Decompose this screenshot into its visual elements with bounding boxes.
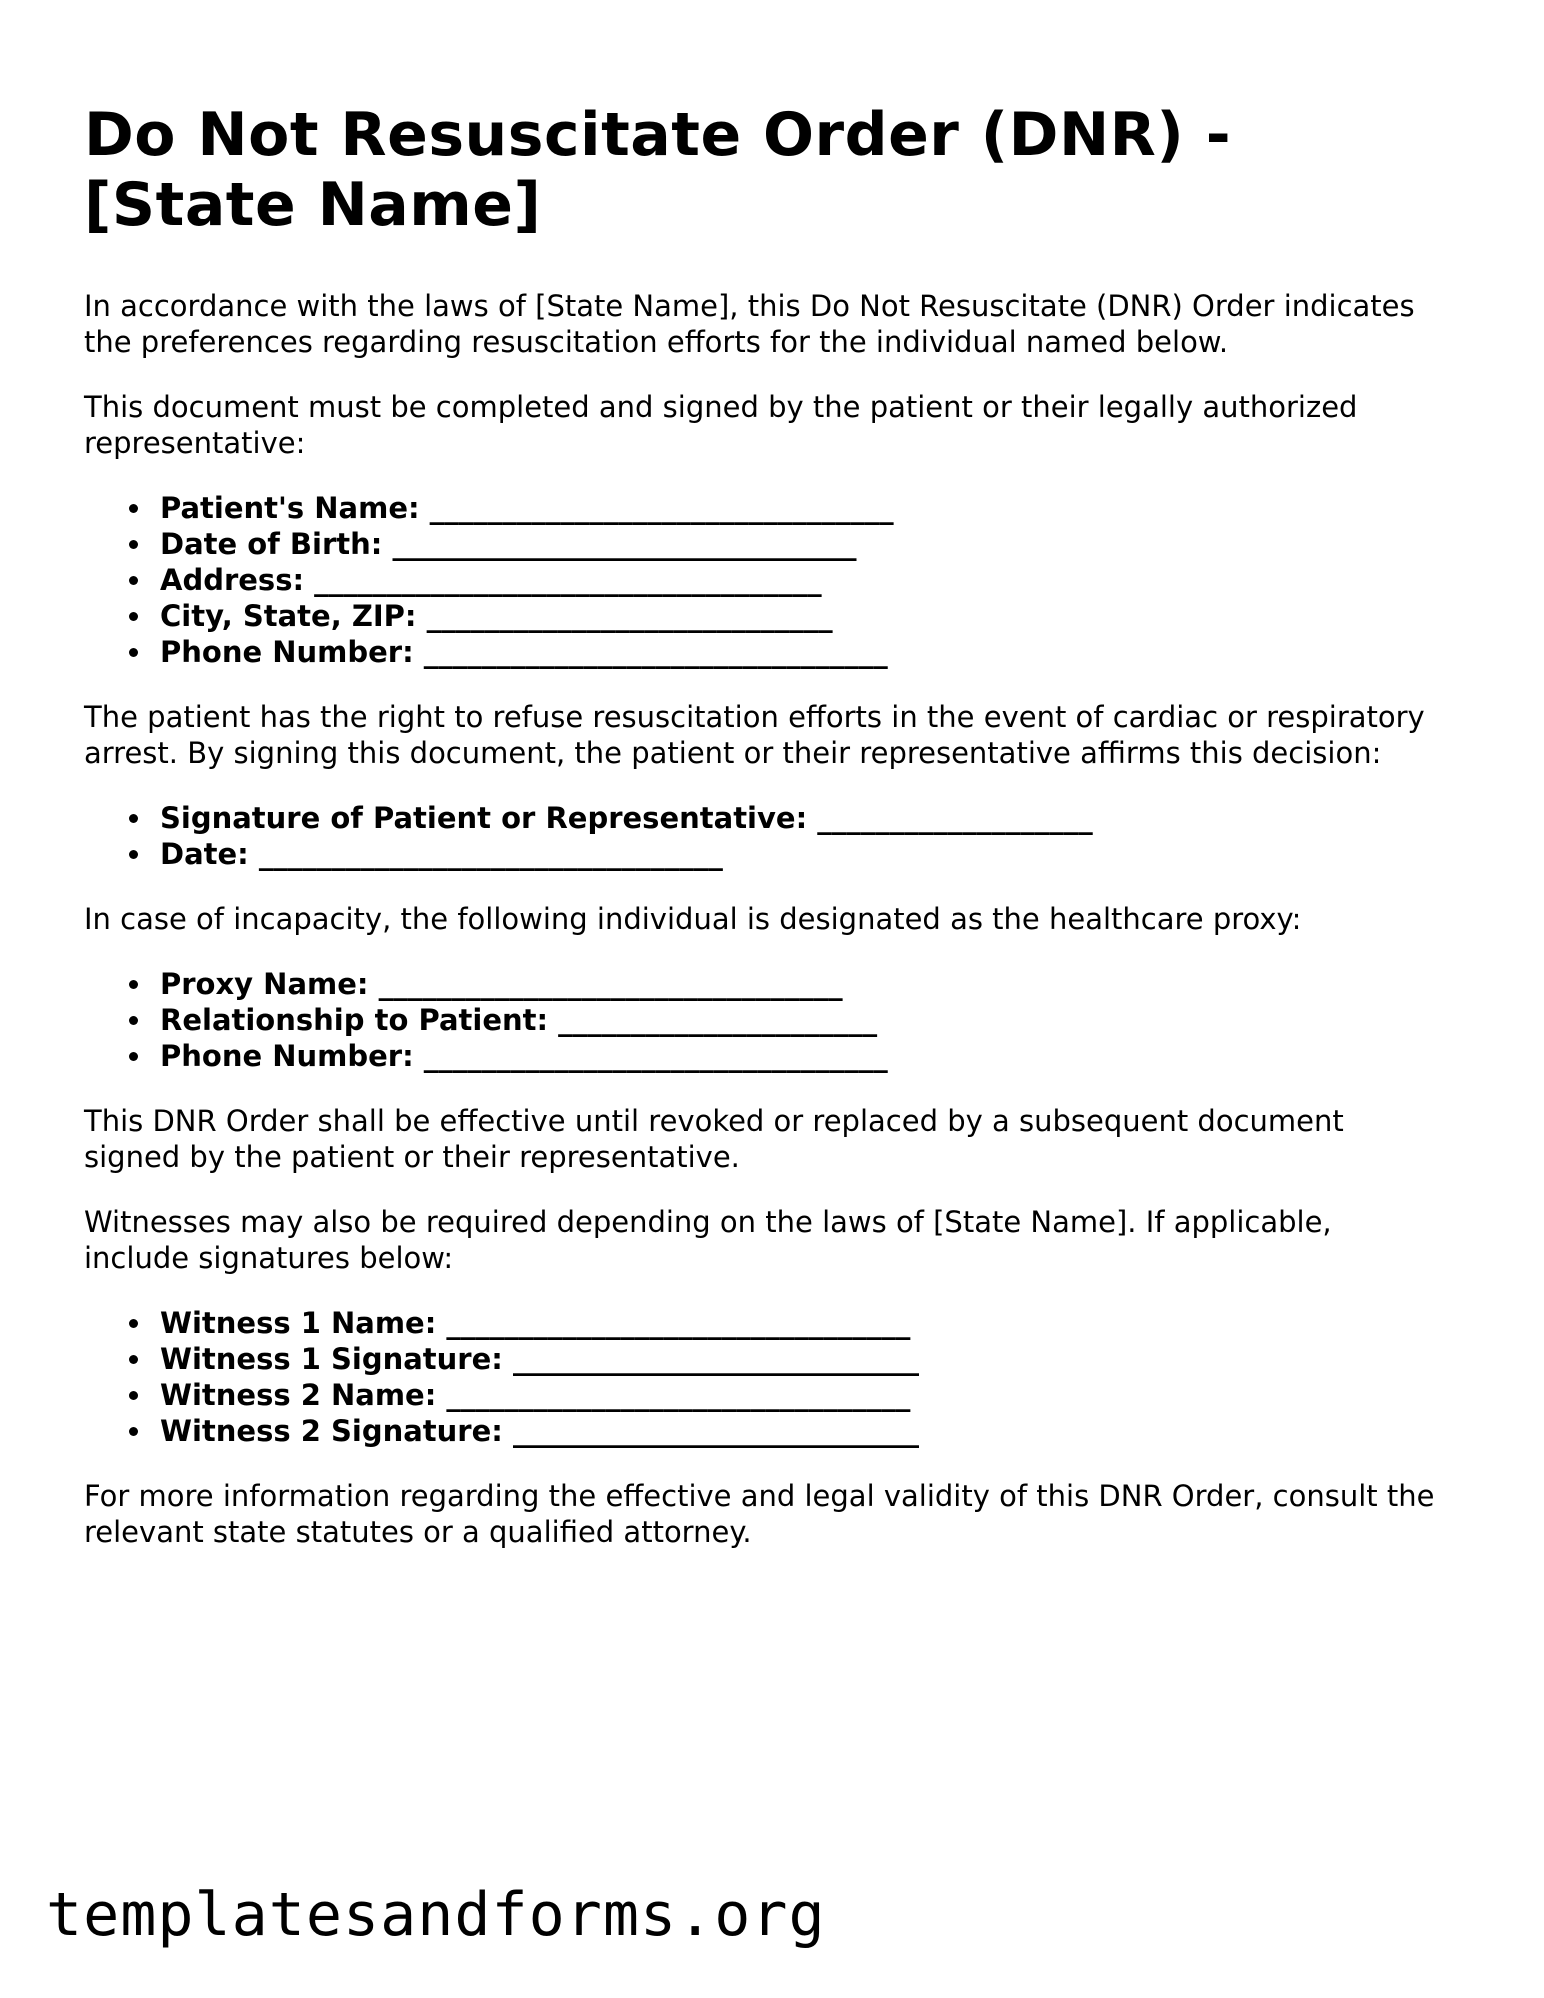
city-state-zip-field: City, State, ZIP: ____________________________ [160, 598, 1444, 634]
proxy-fields-list [84, 966, 1444, 1074]
instructions-paragraph: This document must be completed and signed by the patient or their legally authorized representative: [84, 390, 1358, 460]
phone-number-field: Phone Number: ________________________________ [160, 634, 1444, 670]
document-page [84, 100, 1444, 1579]
site-watermark: templatesandforms.org [46, 1880, 826, 1950]
patient-fields-list [84, 490, 1444, 670]
effective-paragraph: This DNR Order shall be effective until revoked or replaced by a subsequent document signed by the patient or their representative. [84, 1104, 1344, 1174]
proxy-name-field: Proxy Name: ________________________________ [160, 966, 1444, 1002]
title-line-1: Do Not Resuscitate Order (DNR) - [84, 100, 1232, 170]
witness-fields-list [84, 1305, 1444, 1449]
refusal-paragraph: The patient has the right to refuse resuscitation efforts in the event of cardiac or respiratory arrest. By signing this document, the patient or their representative affirms this decision: [84, 700, 1425, 770]
document-title [84, 100, 1444, 240]
patient-signature-field: Signature of Patient or Representative: ___________________ [160, 800, 1444, 836]
signature-fields-list [84, 800, 1444, 872]
witness-2-signature-field: Witness 2 Signature: ____________________________ [160, 1413, 1444, 1449]
date-of-birth-field: Date of Birth: ________________________________ [160, 526, 1444, 562]
proxy-paragraph: In case of incapacity, the following individual is designated as the healthcare proxy: [84, 902, 1302, 936]
title-line-2: [State Name] [84, 170, 542, 240]
proxy-phone-field: Phone Number: ________________________________ [160, 1038, 1444, 1074]
witness-2-name-field: Witness 2 Name: ________________________________ [160, 1377, 1444, 1413]
patient-name-field: Patient's Name: ________________________________ [160, 490, 1444, 526]
witness-paragraph: Witnesses may also be required depending on the laws of [State Name]. If applicable, include signatures below: [84, 1205, 1332, 1275]
address-field: Address: ___________________________________ [160, 562, 1444, 598]
witness-1-name-field: Witness 1 Name: ________________________________ [160, 1305, 1444, 1341]
intro-paragraph: In accordance with the laws of [State Name], this Do Not Resuscitate (DNR) Order indicates the preferences regarding resuscitation efforts for the individual named below. [84, 289, 1415, 359]
closing-paragraph: For more information regarding the effective and legal validity of this DNR Order, consult the relevant state statutes or a qualified attorney. [84, 1479, 1435, 1549]
witness-1-signature-field: Witness 1 Signature: ____________________________ [160, 1341, 1444, 1377]
signature-date-field: Date: ________________________________ [160, 836, 1444, 872]
proxy-relationship-field: Relationship to Patient: ______________________ [160, 1002, 1444, 1038]
